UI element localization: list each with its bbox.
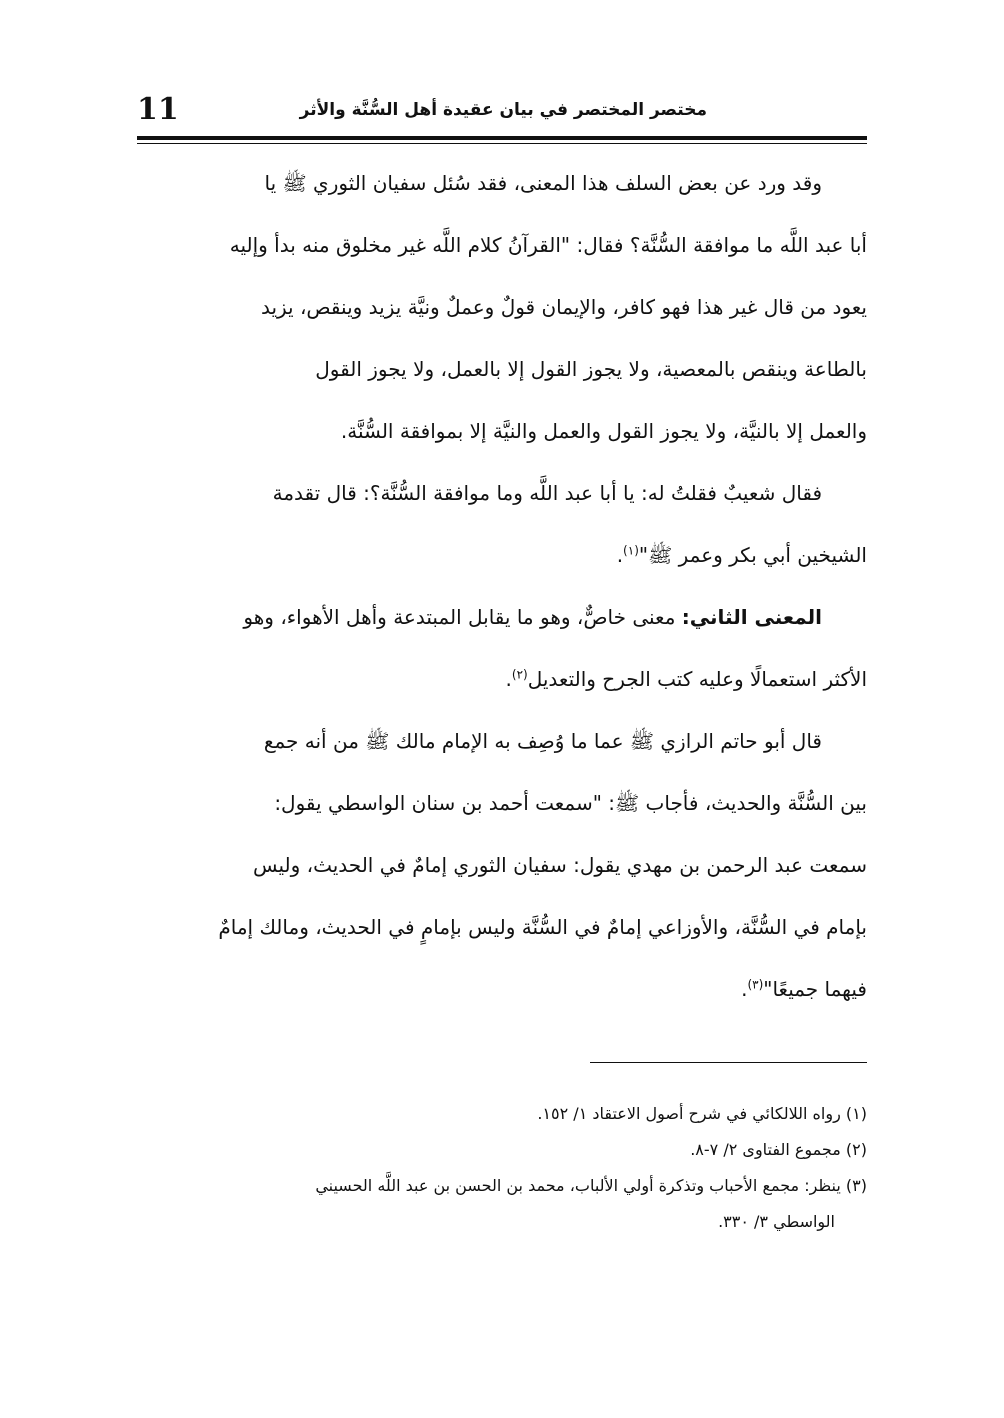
- paragraph-1: [137, 152, 867, 462]
- text-segment: الأكثر استعمالًا وعليه كتب الجرح والتعديل: [527, 667, 867, 691]
- paragraph-3: [137, 586, 867, 710]
- text-line: بين السُّنَّة والحديث، فأجاب ﷺ: "سمعت أحمد بن سنان الواسطي يقول:: [274, 791, 867, 815]
- header-rule-thick: [137, 136, 867, 140]
- text-line: [137, 648, 867, 710]
- footnote-ref-1[interactable]: (١): [623, 543, 639, 558]
- text-line: [137, 586, 867, 648]
- footnote-3-continued: الواسطي ٣/ ٣٣٠.: [718, 1212, 835, 1231]
- text-line: أبا عبد اللَّه ما موافقة السُّنَّة؟ فقال: "القرآنُ كلام اللَّه غير مخلوق منه بدأ وإليه: [229, 233, 867, 257]
- section-heading: المعنى الثاني:: [681, 605, 822, 629]
- footnote-ref-2[interactable]: (٢): [511, 667, 528, 682]
- footnotes: [137, 1096, 867, 1240]
- header-rule-thin: [137, 143, 867, 144]
- period: .: [741, 977, 748, 1001]
- footnote-3: (٣) ينظر: مجمع الأحباب وتذكرة أولي الألباب، محمد بن الحسن بن عبد اللَّه الحسيني: [315, 1176, 867, 1195]
- text-line: بالطاعة وينقص بالمعصية، ولا يجوز القول إلا بالعمل، ولا يجوز القول: [315, 357, 867, 381]
- text-line: والعمل إلا بالنيَّة، ولا يجوز القول والعمل والنيَّة إلا بموافقة السُّنَّة.: [340, 419, 867, 443]
- body-text: [137, 152, 867, 1020]
- text-line: سمعت عبد الرحمن بن مهدي يقول: سفيان الثوري إمامٌ في الحديث، وليس: [252, 853, 867, 877]
- text-line: بإمام في السُّنَّة، والأوزاعي إمامٌ في السُّنَّة وليس بإمامٍ في الحديث، ومالك إمامٌ: [218, 915, 867, 939]
- text-line: [137, 958, 867, 1020]
- footnote-separator: [590, 1062, 867, 1063]
- text-line: [137, 524, 867, 586]
- paragraph-4: [137, 710, 867, 1020]
- text-line: فقال شعيبٌ فقلتُ له: يا أبا عبد اللَّه وما موافقة السُّنَّة؟: قال تقدمة: [272, 481, 822, 505]
- text-line: يعود من قال غير هذا فهو كافر، والإيمان قولٌ وعملٌ ونيَّة يزيد وينقص، يزيد: [260, 295, 867, 319]
- footnote-2: (٢) مجموع الفتاوى ٢/ ٧-٨.: [690, 1140, 867, 1159]
- text-segment: فيهما جميعًا": [763, 977, 867, 1001]
- page-number: 11: [137, 92, 179, 127]
- footnote-1: (١) رواه اللالكائي في شرح أصول الاعتقاد ١/ ١٥٢.: [537, 1104, 867, 1123]
- paragraph-2: [137, 462, 867, 586]
- running-title: مختصر المختصر في بيان عقيدة أهل السُّنَّة والأثر: [299, 100, 707, 120]
- footnote-ref-3[interactable]: (٣): [747, 977, 764, 992]
- period: .: [616, 543, 624, 567]
- text-segment: الشيخين أبي بكر وعمر ﷺ": [638, 543, 867, 567]
- page-header: [137, 88, 867, 132]
- text-segment: معنى خاصٌّ، وهو ما يقابل المبتدعة وأهل الأهواء، وهو: [243, 605, 676, 629]
- period: .: [505, 667, 512, 691]
- text-line: وقد ورد عن بعض السلف هذا المعنى، فقد سُئل سفيان الثوري ﷺ يا: [264, 171, 822, 195]
- text-line: قال أبو حاتم الرازي ﷺ عما ما وُصِف به الإمام مالك ﷺ من أنه جمع: [263, 729, 822, 753]
